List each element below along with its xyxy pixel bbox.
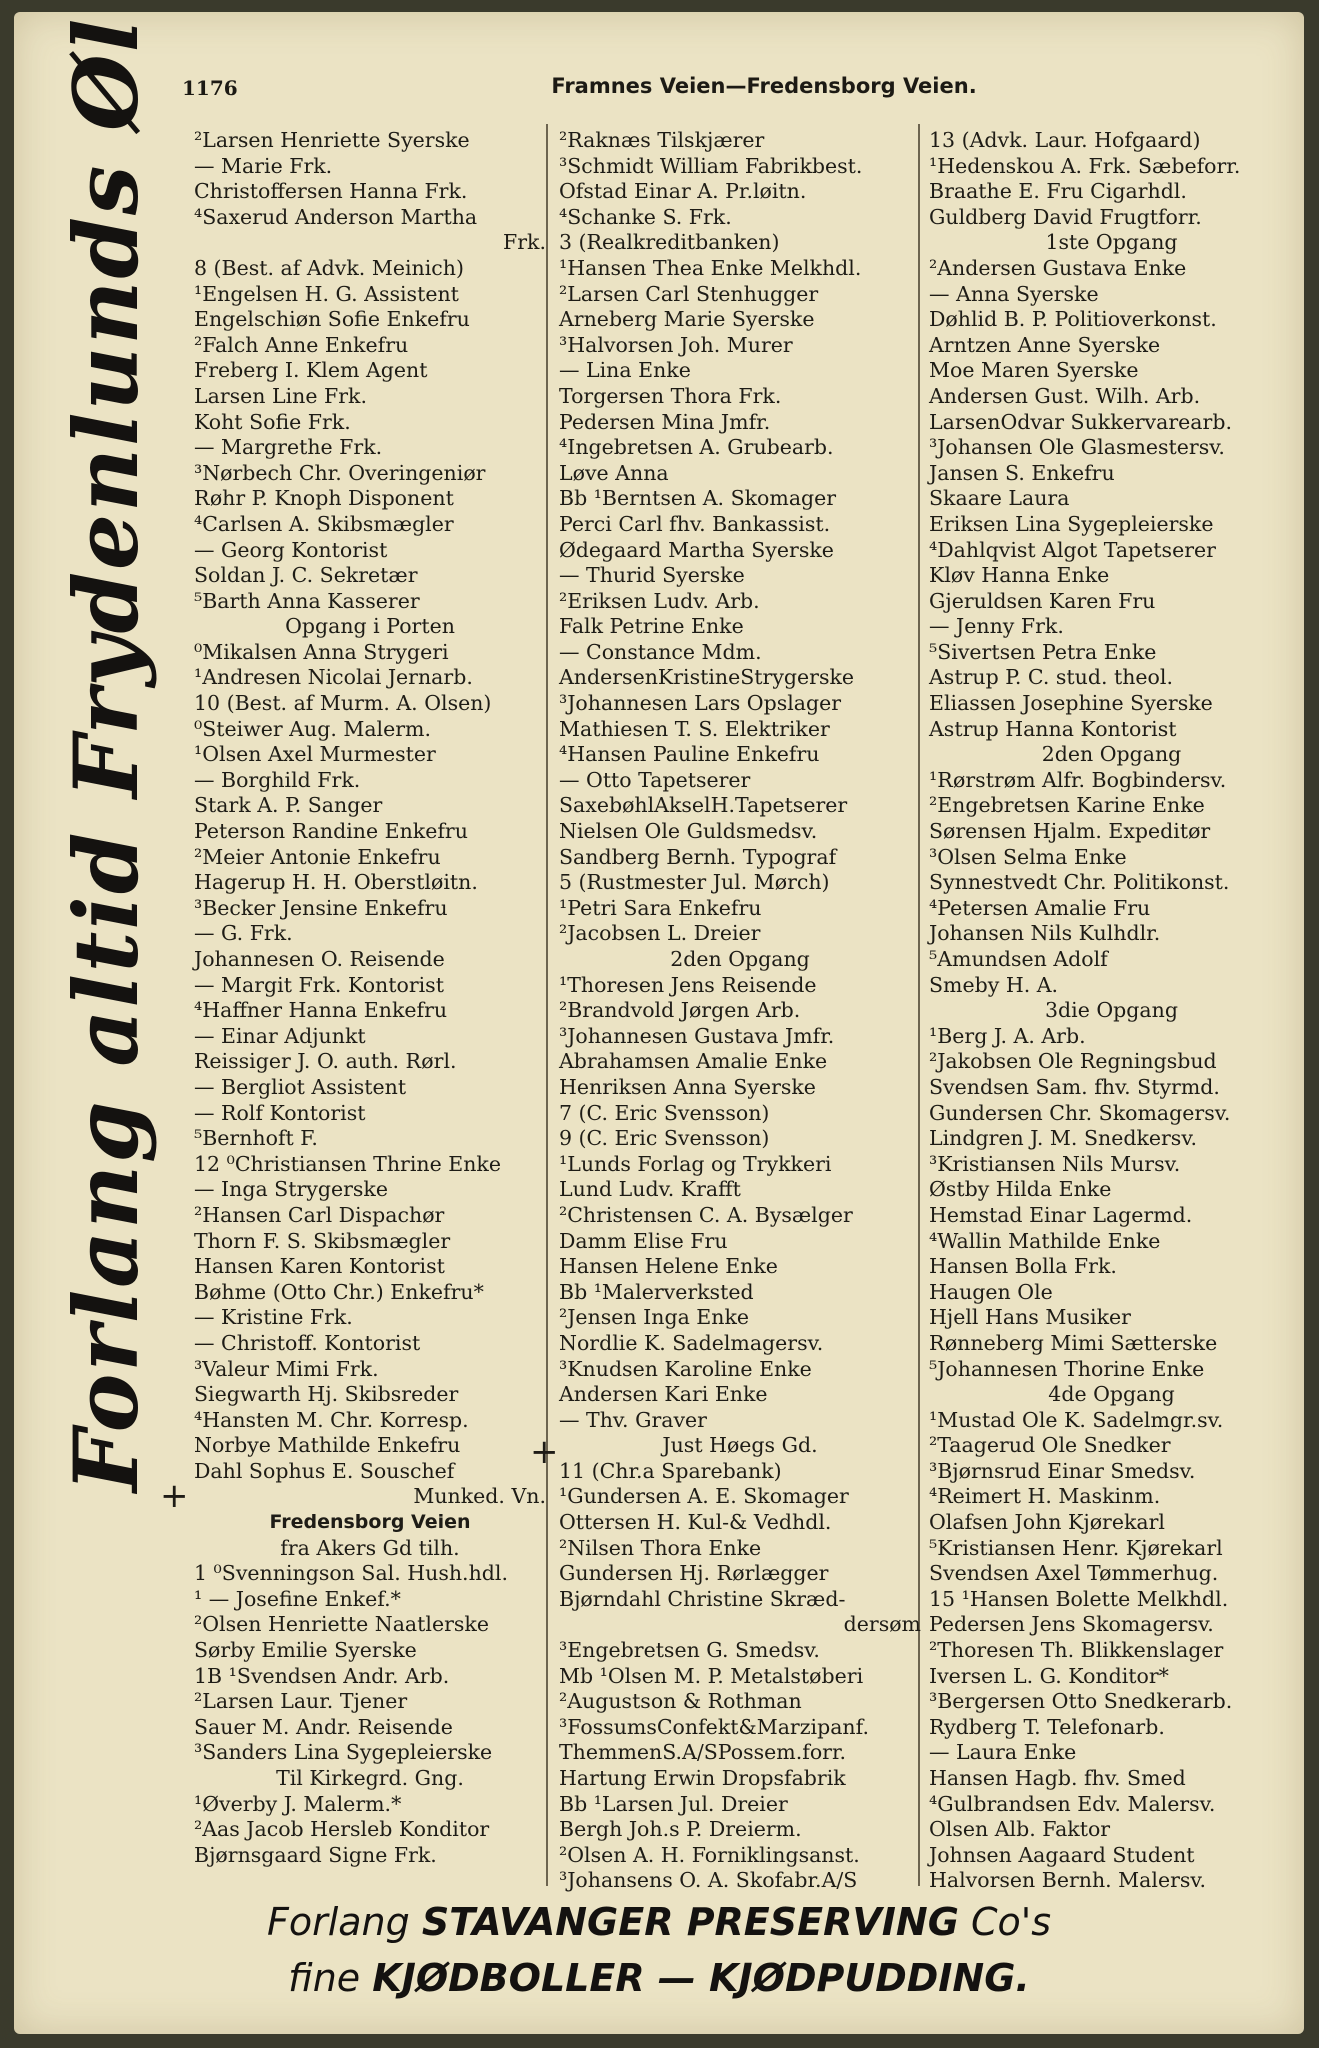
cross-mark: +	[530, 1432, 559, 1472]
directory-entry: — Jenny Frk.	[929, 614, 1064, 639]
directory-entry: Hansen Helene Enke	[559, 1254, 778, 1279]
directory-entry: ⁰Steiwer Aug. Malerm.	[194, 716, 432, 741]
directory-entry: Løve Anna	[559, 460, 669, 485]
directory-entry: ¹Lunds Forlag og Trykkeri	[559, 1151, 832, 1176]
directory-entry: ⁴Petersen Amalie Fru	[929, 895, 1151, 920]
directory-entry: Lund Ludv. Krafft	[559, 1177, 741, 1202]
directory-entry: Lindgren J. M. Snedkersv.	[929, 1126, 1197, 1151]
directory-entry: — Bergliot Assistent	[194, 1074, 407, 1099]
directory-entry: Arneberg Marie Syerske	[559, 307, 815, 332]
directory-entry: Hagerup H. H. Oberstløitn.	[194, 870, 478, 895]
directory-entry: ³Johansen Ole Glasmestersv.	[929, 435, 1225, 460]
directory-entry: Synnestvedt Chr. Politikonst.	[929, 870, 1230, 895]
directory-entry: ⁴Saxerud Anderson Martha	[194, 204, 478, 229]
directory-entry: ²Larsen Carl Stenhugger	[559, 281, 819, 306]
sidebar-advertisement: Forlang altid Frydenlunds Øl	[54, 16, 158, 1492]
directory-entry: ³Johansens O. A. Skofabr.A/S	[559, 1868, 858, 1893]
directory-entry: ²Jacobsen L. Dreier	[559, 921, 761, 946]
directory-entry: Bergh Joh.s P. Dreierm.	[559, 1817, 802, 1842]
directory-entry: — Thurid Syerske	[559, 563, 745, 588]
directory-entry: Christoffersen Hanna Frk.	[194, 179, 468, 204]
directory-entry: ⁵Johannesen Thorine Enke	[929, 1356, 1205, 1381]
directory-entry: Bøhme (Otto Chr.) Enkefru*	[194, 1279, 484, 1304]
directory-entry: Bb ¹Berntsen A. Skomager	[559, 486, 837, 511]
directory-entry: ³Johannesen Gustava Jmfr.	[559, 1023, 835, 1048]
directory-entry: Falk Petrine Enke	[559, 614, 744, 639]
directory-entry: Olsen Alb. Faktor	[929, 1817, 1111, 1842]
directory-entry: 11 (Chr.a Sparebank)	[559, 1458, 782, 1483]
directory-entry: — Christoff. Kontorist	[194, 1330, 421, 1355]
directory-entry: Andersen Kari Enke	[559, 1382, 768, 1407]
directory-entry: Svendsen Sam. fhv. Styrmd.	[929, 1074, 1220, 1099]
directory-entry: Nordlie K. Sadelmagersv.	[559, 1330, 824, 1355]
directory-entry: Bjørndahl Christine Skræd-	[559, 1586, 846, 1611]
directory-page	[14, 12, 1304, 2034]
directory-entry: ⁰Mikalsen Anna Strygeri	[194, 639, 449, 664]
directory-entry: 8 (Best. af Advk. Meinich)	[194, 255, 464, 280]
directory-entry: Eriksen Lina Sygepleierske	[929, 511, 1214, 536]
directory-entry: Østby Hilda Enke	[929, 1177, 1112, 1202]
directory-entry: ²Nilsen Thora Enke	[559, 1535, 762, 1560]
directory-entry: Eliassen Josephine Syerske	[929, 691, 1213, 716]
directory-entry: ²Aas Jacob Hersleb Konditor	[194, 1817, 490, 1842]
directory-entry: ⁴Carlsen A. Skibsmægler	[194, 511, 454, 536]
directory-entry: 2den Opgang	[670, 947, 810, 971]
footer-suffix: Co's	[970, 1900, 1052, 1944]
page-title: Framnes Veien—Fredensborg Veien.	[551, 74, 977, 98]
directory-entry: ⁵Sivertsen Petra Enke	[929, 639, 1157, 664]
directory-entry: Thorn F. S. Skibsmægler	[194, 1228, 451, 1253]
directory-entry: Henriksen Anna Syerske	[559, 1074, 816, 1099]
directory-entry: 1 ⁰Svenningson Sal. Hush.hdl.	[194, 1561, 508, 1586]
directory-entry: Frk.	[503, 230, 546, 255]
directory-entry: ³Halvorsen Joh. Murer	[559, 332, 793, 357]
directory-entry: Soldan J. C. Sekretær	[194, 563, 418, 588]
directory-entry: ⁵Amundsen Adolf	[929, 947, 1108, 971]
directory-entry: ³Kristiansen Nils Mursv.	[929, 1151, 1181, 1176]
directory-entry: ²Engebretsen Karine Enke	[929, 793, 1205, 818]
directory-entry: — G. Frk.	[194, 921, 293, 946]
directory-entry: ⁵Kristiansen Henr. Kjørekarl	[929, 1535, 1223, 1560]
directory-entry: Freberg I. Klem Agent	[194, 358, 428, 383]
directory-entry: — Otto Tapetserer	[559, 767, 751, 792]
directory-entry: ²Larsen Henriette Syerske	[194, 128, 470, 152]
directory-entry: Johnsen Aagaard Student	[929, 1842, 1195, 1867]
directory-entry: AndersenKristineStrygerske	[559, 665, 855, 690]
directory-entry: 1B ¹Svendsen Andr. Arb.	[194, 1663, 450, 1688]
directory-entry: Perci Carl fhv. Bankassist.	[559, 511, 831, 536]
directory-entry: ⁵Barth Anna Kasserer	[194, 588, 420, 613]
directory-entry: Gundersen Hj. Rørlægger	[559, 1561, 829, 1586]
directory-entry: Rydberg T. Telefonarb.	[929, 1714, 1165, 1739]
directory-entry: Døhlid B. P. Politioverkonst.	[929, 307, 1217, 332]
directory-entry: Astrup P. C. stud. theol.	[929, 665, 1173, 690]
directory-entry: Ødegaard Martha Syerske	[559, 537, 834, 562]
directory-entry: Rønneberg Mimi Sætterske	[929, 1330, 1218, 1355]
footer-prefix: Forlang	[266, 1900, 410, 1944]
directory-entry: Astrup Hanna Kontorist	[929, 716, 1177, 741]
directory-entry: ²Hansen Carl Dispachør	[194, 1202, 445, 1227]
directory-entry: 15 ¹Hansen Bolette Melkhdl.	[929, 1586, 1229, 1611]
directory-entry: ¹Mustad Ole K. Sadelmgr.sv.	[929, 1407, 1224, 1432]
directory-entry: ²Jensen Inga Enke	[559, 1305, 750, 1330]
directory-entry: ²Brandvold Jørgen Arb.	[559, 998, 801, 1023]
footer-products: KJØDBOLLER — KJØDPUDDING.	[372, 1956, 1030, 2000]
directory-entry: Smeby H. A.	[929, 972, 1059, 997]
directory-entry: Hjell Hans Musiker	[929, 1305, 1131, 1330]
directory-entry: — Thv. Graver	[559, 1407, 707, 1432]
directory-entry: ³Nørbech Chr. Overingeniør	[194, 460, 486, 485]
directory-entry: — Marie Frk.	[194, 153, 333, 178]
directory-entry: Skaare Laura	[929, 486, 1070, 511]
directory-entry: Olafsen John Kjørekarl	[929, 1510, 1165, 1535]
directory-entry: — Borghild Frk.	[194, 767, 361, 792]
directory-entry: 12 ⁰Christiansen Thrine Enke	[194, 1151, 501, 1176]
directory-entry: ¹Engelsen H. G. Assistent	[194, 281, 459, 306]
directory-entry: Arntzen Anne Syerske	[929, 332, 1161, 357]
directory-entry: Til Kirkegrd. Gng.	[276, 1766, 464, 1790]
directory-entry: ³Olsen Selma Enke	[929, 844, 1127, 869]
directory-entry: 13 (Advk. Laur. Hofgaard)	[929, 128, 1201, 152]
directory-entry: — Laura Enke	[929, 1740, 1077, 1765]
directory-entry: ³Sanders Lina Sygepleierske	[194, 1740, 493, 1765]
directory-entry: Røhr P. Knoph Disponent	[194, 486, 454, 511]
directory-entry: ²Olsen A. H. Forniklingsanst.	[559, 1842, 860, 1867]
directory-entry: ³Johannesen Lars Opslager	[559, 691, 842, 716]
directory-entry: 7 (C. Eric Svensson)	[559, 1100, 770, 1125]
directory-entry: ³Bjørnsrud Einar Smedsv.	[929, 1458, 1196, 1483]
directory-entry: Braathe E. Fru Cigarhdl.	[929, 179, 1187, 204]
directory-entry: Damm Elise Fru	[559, 1228, 728, 1253]
cross-mark: +	[160, 1476, 189, 1516]
directory-entry: Sandberg Bernh. Typograf	[559, 844, 837, 869]
directory-entry: ¹Thoresen Jens Reisende	[559, 972, 817, 997]
directory-entry: — Margrethe Frk.	[194, 435, 383, 460]
directory-entry: Moe Maren Syerske	[929, 358, 1139, 383]
directory-entry: 5 (Rustmester Jul. Mørch)	[559, 870, 830, 895]
directory-entry: Peterson Randine Enkefru	[194, 819, 468, 844]
directory-entry: Hansen Hagb. fhv. Smed	[929, 1766, 1186, 1790]
directory-entry: Hartung Erwin Dropsfabrik	[559, 1766, 846, 1790]
directory-entry: ³Becker Jensine Enkefru	[194, 895, 448, 920]
directory-entry: — Einar Adjunkt	[194, 1023, 366, 1048]
directory-entry: ³Valeur Mimi Frk.	[194, 1356, 379, 1381]
directory-entry: ²Taagerud Ole Snedker	[929, 1433, 1171, 1458]
column-3	[929, 128, 1294, 1894]
directory-entry: ³FossumsConfekt&Marzipanf.	[559, 1714, 870, 1739]
directory-entry: Ottersen H. Kul-& Vedhdl.	[559, 1510, 832, 1535]
footer-ad-line-2	[14, 1956, 1304, 2000]
directory-entry: ²Falch Anne Enkefru	[194, 332, 409, 357]
directory-entry: 1ste Opgang	[1045, 230, 1178, 255]
directory-entry: ²Raknæs Tilskjærer	[559, 128, 765, 152]
directory-entry: 4de Opgang	[1048, 1382, 1175, 1407]
directory-entry: Siegwarth Hj. Skibsreder	[194, 1382, 459, 1407]
directory-entry: Pedersen Jens Skomagersv.	[929, 1612, 1214, 1637]
directory-entry: Sauer M. Andr. Reisende	[194, 1714, 453, 1739]
directory-entry: ²Christensen C. A. Bysælger	[559, 1202, 853, 1227]
directory-entry: ⁴Wallin Mathilde Enke	[929, 1228, 1161, 1253]
directory-entry: ¹Petri Sara Enkefru	[559, 895, 762, 920]
directory-entry: ¹Gundersen A. E. Skomager	[559, 1484, 849, 1509]
directory-entry: Torgersen Thora Frk.	[559, 383, 782, 408]
directory-entry: Bb ¹Larsen Jul. Dreier	[559, 1791, 788, 1816]
directory-entry: Johannesen O. Reisende	[194, 947, 445, 971]
directory-entry: ³Schmidt William Fabrikbest.	[559, 153, 863, 178]
directory-entry: 3 (Realkreditbanken)	[559, 230, 780, 255]
directory-entry: 2den Opgang	[1041, 742, 1182, 767]
directory-entry: ²Meier Antonie Enkefru	[194, 844, 441, 869]
directory-entry: Bb ¹Malerverksted	[559, 1279, 754, 1304]
directory-entry: ¹Hansen Thea Enke Melkhdl.	[559, 255, 862, 280]
directory-entry: Sørensen Hjalm. Expeditør	[929, 819, 1211, 844]
directory-entry: Mathiesen T. S. Elektriker	[559, 716, 830, 741]
directory-entry: Mb ¹Olsen M. P. Metalstøberi	[559, 1663, 864, 1688]
directory-entry: 9 (C. Eric Svensson)	[559, 1126, 770, 1151]
directory-entry: dersøm	[843, 1612, 921, 1637]
directory-entry: Munked. Vn.	[413, 1484, 546, 1509]
directory-entry: Halvorsen Bernh. Malersv.	[929, 1868, 1207, 1893]
directory-entry: ⁴Hansen Pauline Enkefru	[559, 742, 820, 767]
column-2	[559, 128, 921, 1894]
directory-entry: Koht Sofie Frk.	[194, 409, 351, 434]
directory-entry: — Georg Kontorist	[194, 537, 388, 562]
directory-entry: Ofstad Einar A. Pr.løitn.	[559, 179, 807, 204]
directory-entry: Hemstad Einar Lagermd.	[929, 1202, 1193, 1227]
directory-entry: Sørby Emilie Syerske	[194, 1638, 417, 1663]
directory-entry: Gundersen Chr. Skomagersv.	[929, 1100, 1231, 1125]
directory-entry: ¹Hedenskou A. Frk. Sæbeforr.	[929, 153, 1241, 178]
directory-entry: ⁴Haffner Hanna Enkefru	[194, 998, 448, 1023]
directory-entry: Iversen L. G. Konditor*	[929, 1663, 1169, 1688]
directory-entry: ⁴Schanke S. Frk.	[559, 204, 732, 229]
directory-entry: Andersen Gust. Wilh. Arb.	[929, 383, 1201, 408]
directory-entry: ²Eriksen Ludv. Arb.	[559, 588, 760, 613]
directory-entry: SaxebøhlAkselH.Tapetserer	[559, 793, 848, 818]
directory-entry: Kløv Hanna Enke	[929, 563, 1110, 588]
column-1	[194, 128, 546, 1868]
directory-entry: Fredensborg Veien	[269, 1511, 471, 1534]
directory-entry: Just Høegs Gd.	[662, 1433, 818, 1458]
directory-entry: Bjørnsgaard Signe Frk.	[194, 1842, 437, 1867]
footer-brand: STAVANGER PRESERVING	[421, 1900, 959, 1944]
directory-entry: Larsen Line Frk.	[194, 383, 367, 408]
directory-entry: ²Olsen Henriette Naatlerske	[194, 1612, 489, 1637]
directory-entry: ¹Andresen Nicolai Jernarb.	[194, 665, 473, 690]
column-divider-1	[546, 124, 548, 1886]
directory-entry: Pedersen Mina Jmfr.	[559, 409, 771, 434]
footer-ad-line-1	[14, 1900, 1304, 1944]
directory-entry: — Lina Enke	[559, 358, 691, 383]
directory-entry: Haugen Ole	[929, 1279, 1053, 1304]
footer-prefix-2: fine	[288, 1956, 361, 2000]
directory-entry: ¹Øverby J. Malerm.*	[194, 1791, 402, 1816]
directory-entry: Norbye Mathilde Enkefru	[194, 1433, 461, 1458]
directory-entry: — Inga Strygerske	[194, 1177, 388, 1202]
directory-entry: Abrahamsen Amalie Enke	[559, 1049, 828, 1074]
directory-entry: ³Knudsen Karoline Enke	[559, 1356, 812, 1381]
directory-entry: 3die Opgang	[1045, 998, 1178, 1023]
directory-entry: ThemmenS.A/SPossem.forr.	[559, 1740, 847, 1765]
directory-entry: ²Andersen Gustava Enke	[929, 255, 1187, 280]
directory-entry: Opgang i Porten	[285, 614, 455, 639]
directory-entry: 10 (Best. af Murm. A. Olsen)	[194, 691, 492, 716]
directory-entry: Nielsen Ole Guldsmedsv.	[559, 819, 818, 844]
directory-entry: — Rolf Kontorist	[194, 1100, 366, 1125]
directory-entry: Stark A. P. Sanger	[194, 793, 383, 818]
directory-entry: ⁴Ingebretsen A. Grubearb.	[559, 435, 834, 460]
directory-entry: Dahl Sophus E. Souschef	[194, 1458, 455, 1483]
directory-entry: ¹Berg J. A. Arb.	[929, 1023, 1086, 1048]
directory-entry: fra Akers Gd tilh.	[280, 1535, 460, 1560]
directory-entry: ⁴Gulbrandsen Edv. Malersv.	[929, 1791, 1216, 1816]
directory-entry: Engelschiøn Sofie Enkefru	[194, 307, 470, 332]
directory-entry: ³Bergersen Otto Snedkerarb.	[929, 1689, 1233, 1714]
directory-entry: ²Jakobsen Ole Regningsbud	[929, 1049, 1217, 1074]
directory-entry: Hansen Karen Kontorist	[194, 1254, 445, 1279]
page-number: 1176	[182, 76, 238, 100]
directory-entry: — Margit Frk. Kontorist	[194, 972, 444, 997]
directory-entry: ¹Rørstrøm Alfr. Bogbindersv.	[929, 767, 1227, 792]
directory-entry: LarsenOdvar Sukkervarearb.	[929, 409, 1232, 434]
directory-entry: ²Thoresen Th. Blikkenslager	[929, 1638, 1224, 1663]
directory-entry: Hansen Bolla Frk.	[929, 1254, 1117, 1279]
directory-entry: — Anna Syerske	[929, 281, 1099, 306]
directory-entry: ⁵Bernhoft F.	[194, 1126, 318, 1151]
directory-entry: ¹Olsen Axel Murmester	[194, 742, 436, 767]
directory-entry: — Kristine Frk.	[194, 1305, 353, 1330]
directory-entry: ¹ — Josefine Enkef.*	[194, 1586, 401, 1611]
directory-entry: Svendsen Axel Tømmerhug.	[929, 1561, 1219, 1586]
directory-entry: ⁴Dahlqvist Algot Tapetserer	[929, 537, 1216, 562]
directory-entry: Reissiger J. O. auth. Rørl.	[194, 1049, 457, 1074]
directory-entry: Johansen Nils Kulhdlr.	[929, 921, 1161, 946]
directory-entry: ³Engebretsen G. Smedsv.	[559, 1638, 820, 1663]
directory-entry: — Constance Mdm.	[559, 639, 762, 664]
directory-entry: Jansen S. Enkefru	[929, 460, 1115, 485]
directory-entry: ⁴Reimert H. Maskinm.	[929, 1484, 1161, 1509]
directory-entry: ⁴Hansten M. Chr. Korresp.	[194, 1407, 469, 1432]
directory-entry: Gjeruldsen Karen Fru	[929, 588, 1156, 613]
directory-entry: ²Larsen Laur. Tjener	[194, 1689, 408, 1714]
directory-entry: Guldberg David Frugtforr.	[929, 204, 1202, 229]
directory-entry: ²Augustson & Rothman	[559, 1689, 802, 1714]
